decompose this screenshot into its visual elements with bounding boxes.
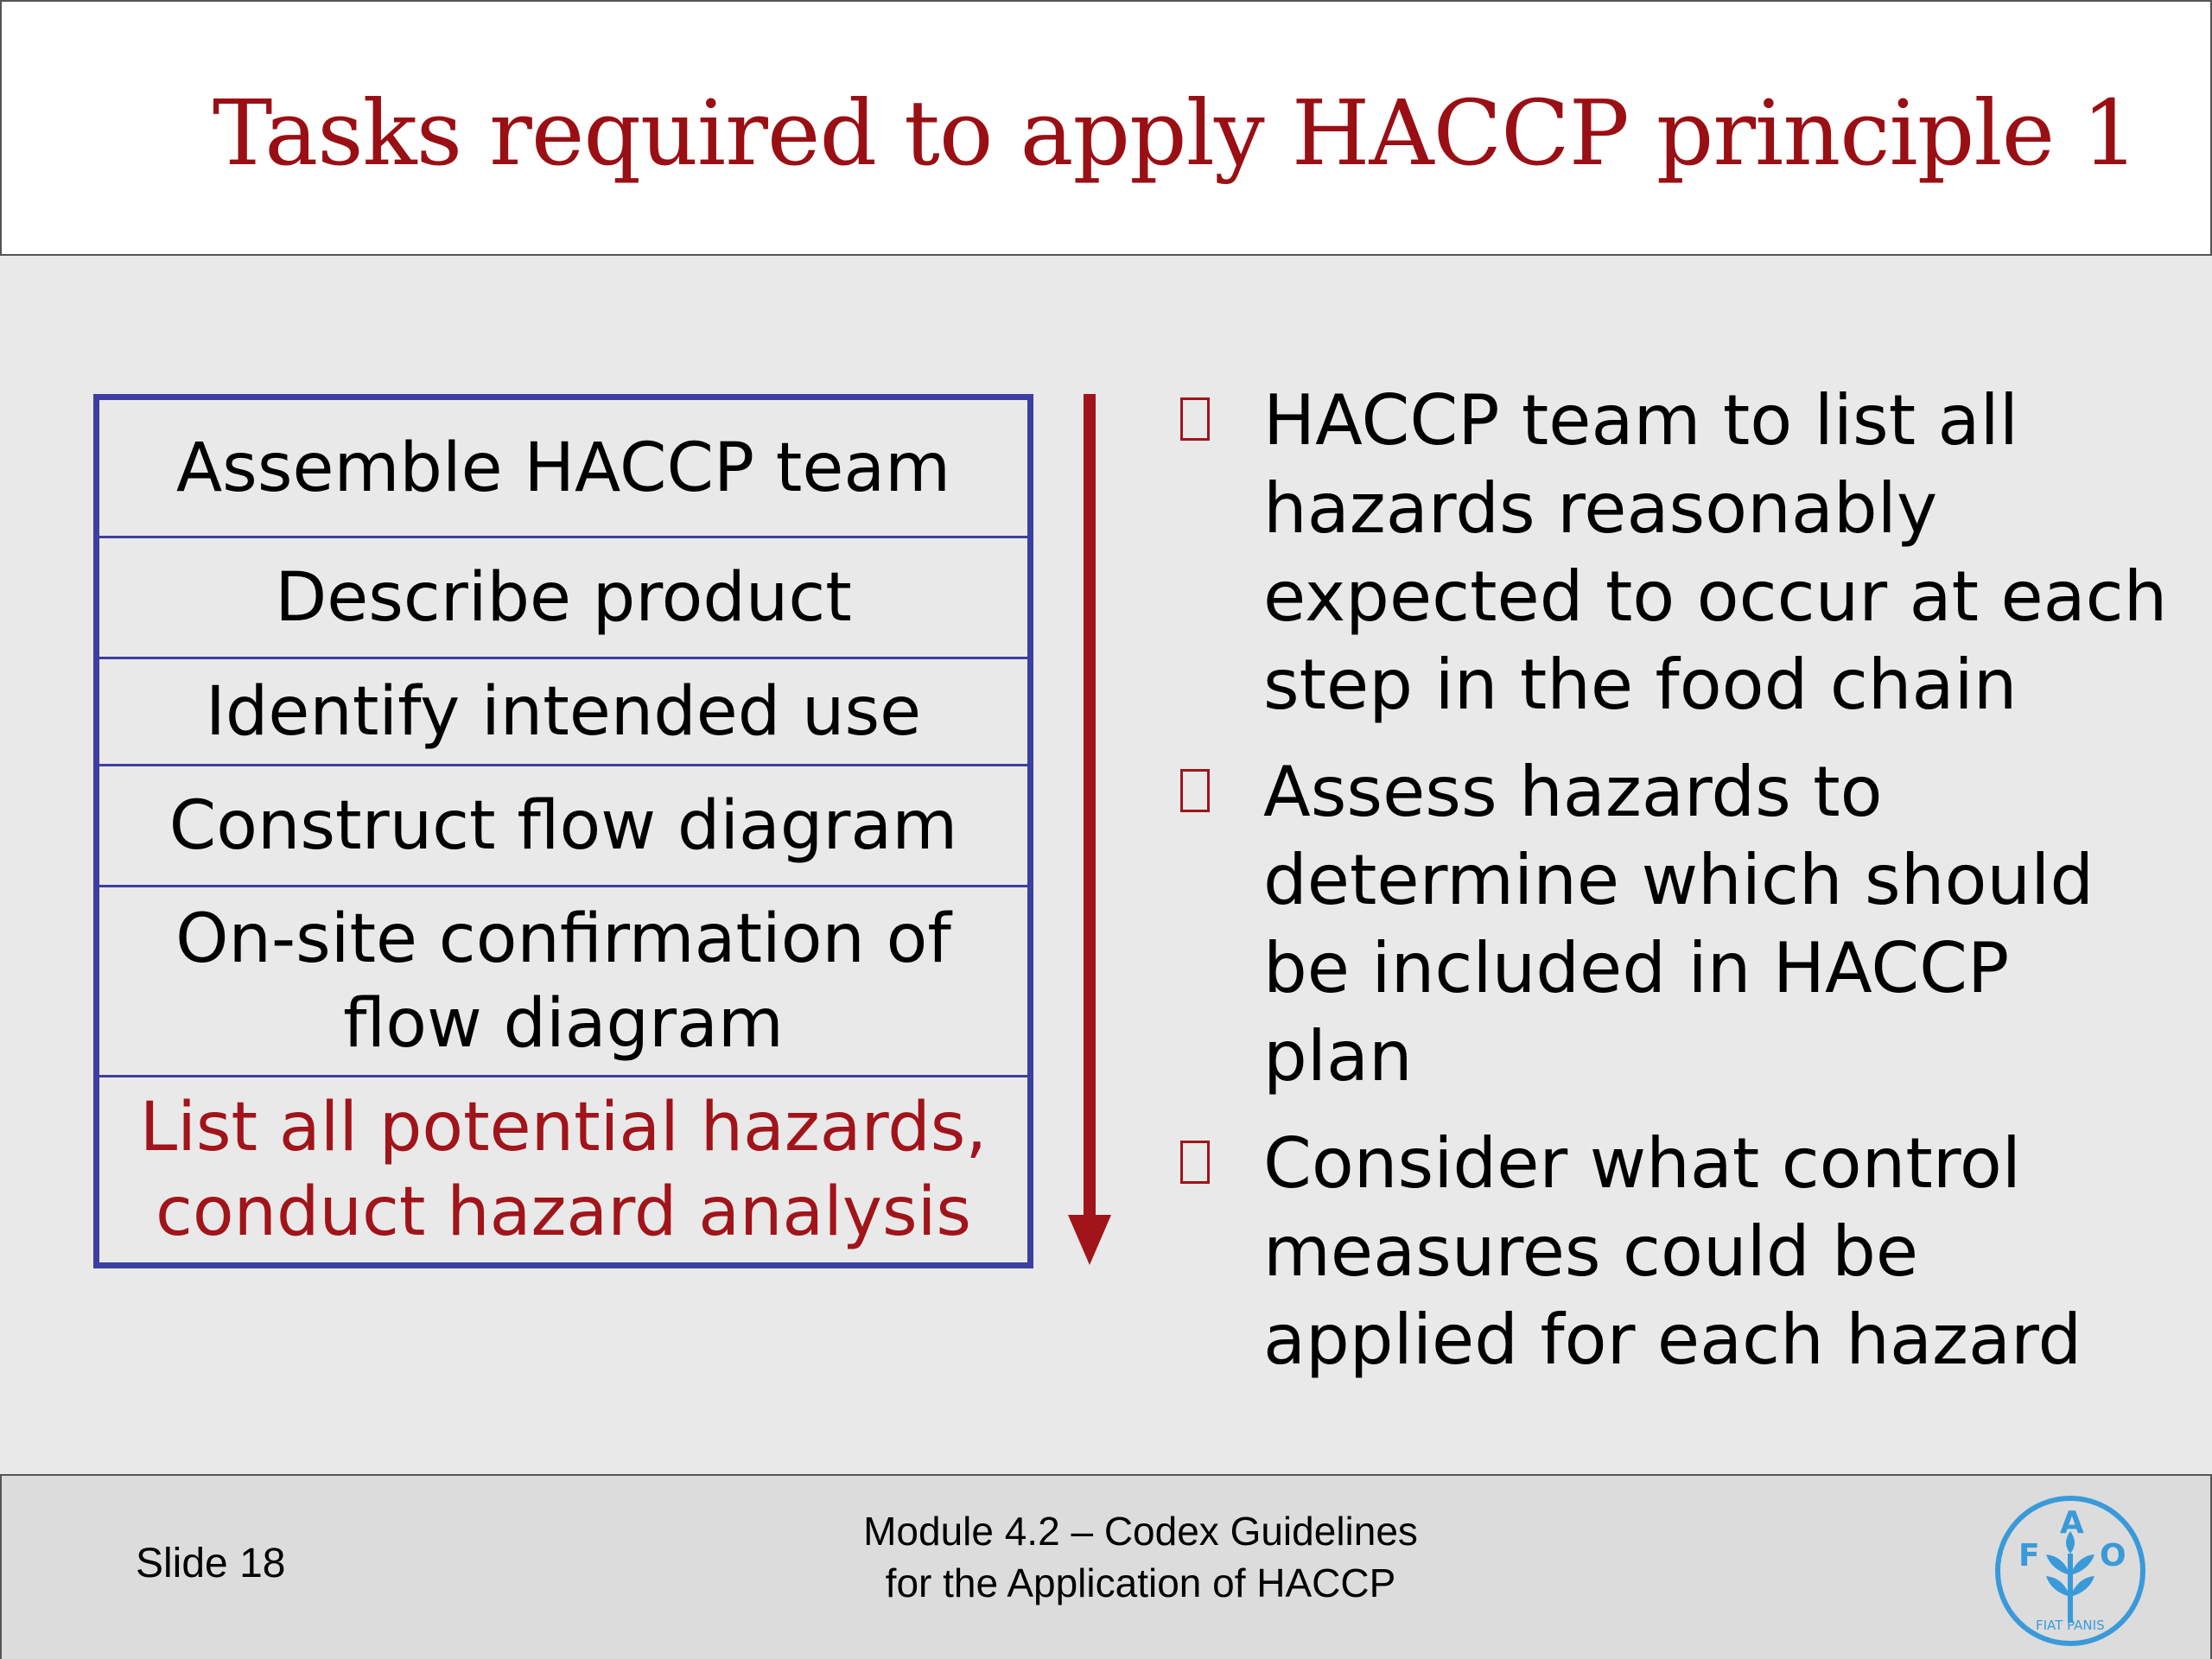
bullet-item bbox=[1175, 748, 2169, 1101]
bullet-list bbox=[1175, 377, 2169, 1403]
logo-letter: F bbox=[2018, 1538, 2040, 1573]
step-text-line1: List all potential hazards, bbox=[139, 1089, 988, 1166]
step-hazard-analysis bbox=[99, 1077, 1027, 1262]
bullet-text: Assess hazards to determine which should be included in HACCP plan bbox=[1263, 752, 2094, 1096]
bullet-marker-icon bbox=[1180, 1141, 1210, 1184]
fao-logo-icon bbox=[1993, 1493, 2148, 1649]
step-describe-product bbox=[99, 538, 1027, 659]
bullet-text: Consider what control measures could be applied for each hazard bbox=[1263, 1123, 2082, 1380]
step-text-line2: conduct hazard analysis bbox=[155, 1173, 972, 1251]
module-caption bbox=[760, 1505, 1521, 1609]
slide-number: Slide 18 bbox=[136, 1541, 286, 1586]
step-text: Construct flow diagram bbox=[168, 786, 958, 865]
step-construct-flow bbox=[99, 766, 1027, 887]
logo-letter: A bbox=[2060, 1505, 2084, 1541]
logo-motto: FIAT PANIS bbox=[2036, 1618, 2105, 1633]
bullet-item bbox=[1175, 377, 2169, 729]
step-text: Describe product bbox=[275, 558, 852, 637]
slide-title: Tasks required to apply HACCP principle 1 bbox=[213, 80, 2139, 186]
bullet-marker-icon bbox=[1180, 769, 1210, 812]
step-text-line1: On-site confirmation of bbox=[175, 899, 951, 978]
bullet-item bbox=[1175, 1120, 2169, 1384]
bullet-text: HACCP team to list all hazards reasonably expected to occur at each step in the food chain bbox=[1263, 380, 2168, 725]
steps-box bbox=[93, 394, 1033, 1268]
flow-arrow-icon bbox=[1063, 394, 1115, 1267]
step-assemble-team bbox=[99, 400, 1027, 538]
step-identify-use bbox=[99, 659, 1027, 766]
step-text-line2: flow diagram bbox=[343, 984, 784, 1063]
step-confirm-flow bbox=[99, 887, 1027, 1077]
module-caption-line2: for the Application of HACCP bbox=[885, 1560, 1396, 1605]
module-caption-line1: Module 4.2 – Codex Guidelines bbox=[863, 1509, 1418, 1554]
step-text: Assemble HACCP team bbox=[175, 429, 951, 507]
bullet-marker-icon bbox=[1180, 397, 1210, 441]
logo-letter: O bbox=[2100, 1538, 2126, 1573]
step-text: Identify intended use bbox=[205, 672, 922, 751]
